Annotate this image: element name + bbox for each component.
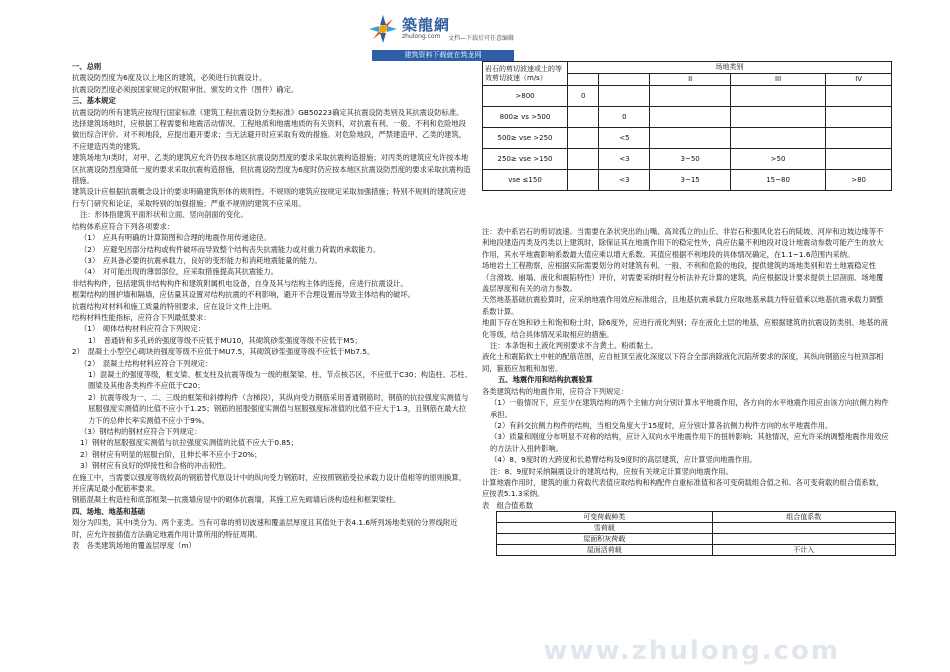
paragraph: 2）钢材应有明显的屈服台阶，且伸长率不应小于20%；	[80, 449, 262, 459]
table-row	[497, 545, 896, 556]
section-heading: 三、基本规定	[72, 96, 116, 106]
site-table-cell: 3~50	[650, 149, 731, 170]
right-column	[482, 226, 890, 556]
paragraph: 抗震结构对材料和施工质量的特别要求，应在设计文件上注明。	[72, 301, 277, 311]
site-table-cell	[826, 86, 892, 107]
paragraph: 抗震设防的所有建筑应按现行国家标准《建筑工程抗震设防分类标准》GB50223确定其抗震设防类别及其抗震设防标准。	[72, 107, 464, 117]
table-row	[483, 170, 892, 191]
paragraph: 1）混凝土的强度等级，框支梁、框支柱及抗震等级为一级的框架梁、柱、节点核芯区，不应低于C30；构造柱、芯柱、圈梁及其他各类构件不应低于C20；	[88, 369, 472, 391]
paragraph: （2） 应避免因部分结构或构件破坏而导致整个结构丧失抗震能力或对重力荷载的承载能力。	[80, 244, 381, 254]
site-table-cell: 15~80	[730, 170, 825, 191]
table-row	[497, 534, 896, 545]
site-table-cell: <5	[599, 128, 650, 149]
logo-banner: 建筑资料下载就在筑龙网	[372, 50, 514, 61]
site-table-cell	[650, 86, 731, 107]
site-table-class: II	[650, 74, 731, 86]
paragraph: 钢筋混凝土构造柱和底部框架—抗震墙房屋中的砌体抗震墙，其施工应先砌墙后浇构造柱和框架梁柱。	[72, 495, 401, 505]
paragraph: （4）8、9度时的大跨度和长悬臂结构及9度时的高层建筑，应计算竖向地震作用。	[490, 455, 757, 465]
site-table-cell: <3	[599, 170, 650, 191]
site-class-table	[482, 61, 892, 191]
combo-table-header: 组合值系数	[712, 512, 895, 523]
site-table-cell: >50	[730, 149, 825, 170]
site-table-class	[599, 74, 650, 86]
paragraph: 注：本条饱和土液化判别要求不含黄土、粉质黏土。	[490, 341, 658, 351]
site-table-cell: 0	[568, 86, 599, 107]
site-table-cell: 3~15	[650, 170, 731, 191]
site-table-cell	[730, 128, 825, 149]
paragraph: 非结构构件，包括建筑非结构构件和建筑附属机电设备，自身及其与结构主体的连接，应进行抗震设计。	[72, 278, 408, 288]
paragraph: 框架结构的围护墙和隔墙，应估量其设置对结构抗震的不利影响，避开不合理设置而导致主体结构的破坏。	[72, 290, 415, 300]
site-table-wave-label: vse ≤150	[483, 170, 568, 191]
paragraph: 2） 混凝土小型空心砌块的强度等级不应低于MU7.5，其砌筑砂浆强度等级不应低于Mb7.5。	[72, 347, 375, 357]
watermark: www.zhulong.com	[543, 636, 840, 666]
paragraph: 天然地基基础抗震验算时，应采纳地震作用效应标准组合，且地基抗震承载力应取地基承载力特征值乘以地基抗震承载力调整系数计算。	[482, 295, 884, 316]
table-row	[483, 149, 892, 170]
paragraph: 地面下存在饱和砂土和饱和粉土时，除6度外，应进行液化判别；存在液化土层的地基，应根据建筑的抗震设防类别、地基的液化等级，结合具体情况采取相应的措施。	[482, 318, 888, 339]
site-table-cell	[568, 170, 599, 191]
logo-url: zhulong.com	[402, 33, 441, 40]
logo-icon	[368, 14, 398, 44]
table-row	[483, 86, 892, 107]
paragraph: 注：表中系岩石的剪切波速。当需要在条状突出的山嘴、高耸孤立的山丘、非岩石和强风化岩石的陡坡、河岸和边坡边缘等不利地段建造丙类及丙类以上建筑时，除保证其在地震作用下的稳定性外，尚应估量不利地段对设计地震动参数可能产生的放大作用，其水平地震影响系数最大值应乘以增大系数。其值应根据不利地段的具体情况确定，在1.1~1.6范围内采纳。	[482, 227, 884, 259]
site-table-cell	[826, 107, 892, 128]
paragraph: 建筑场地为Ⅰ类时，对甲、乙类的建筑应允许仍按本地区抗震设防烈度的要求采取抗震构造措施；对丙类的建筑应允许按本地区抗震设防烈度降低一度的要求采取抗震构造措施，但抗震设防烈度为6度时仍应按本地区抗震设防烈度的要求采取抗震构造措施。	[72, 153, 471, 186]
site-table-head-class: 场地类别	[568, 62, 892, 74]
site-table-cell	[568, 128, 599, 149]
site-table-cell	[730, 86, 825, 107]
paragraph: 表 各类建筑场地的覆盖层厚度（m）	[72, 541, 196, 551]
paragraph: （2） 混凝土结构材料应符合下列规定：	[80, 358, 213, 368]
site-table-cell: 0	[599, 107, 650, 128]
site-table-wave-label: 800≥ vs >500	[483, 107, 568, 128]
paragraph: 2）抗震等级为一、二、三级的框架和斜撑构件（含梯段），其纵向受力钢筋采用普通钢筋时，钢筋的抗拉强度实测值与屈服强度实测值的比值不应小于1.25；钢筋的屈服强度实测值与屈服强度标准值的比值不应大于1.3，且钢筋在最大拉力下的总伸长率实测值不应小于9%。	[88, 392, 469, 425]
paragraph: 抗震设防烈度必须按国家规定的权限审批、颁发的文件（图件）确定。	[72, 84, 299, 94]
combo-table-cell: 屋面积灰荷载	[497, 534, 713, 545]
site-table-cell	[568, 107, 599, 128]
site-table-cell	[826, 128, 892, 149]
paragraph: 3）钢材应有良好的焊接性和合格的冲击韧性。	[80, 461, 231, 471]
site-table-wave-label: >800	[483, 86, 568, 107]
combo-table-cell	[712, 534, 895, 545]
site-table-wave-label: 250≥ vse >150	[483, 149, 568, 170]
combo-table-cell: 不计入	[712, 545, 895, 556]
site-table-cell: <3	[599, 149, 650, 170]
paragraph: 建筑设计应根据抗震概念设计的要求明确建筑形体的规则性。不规则的建筑应按规定采取加强措施；特别不规则的建筑应进行专门研究和论证，采取特别的加强措施；严重不规则的建筑不应采用。	[72, 187, 467, 208]
paragraph: （1） 应具有明确的计算简图和合理的地震作用传递途径。	[80, 233, 271, 243]
combo-table-cell: 屋面活荷载	[497, 545, 713, 556]
paragraph: 注：形体指建筑平面形状和立面、竖向剖面的变化。	[80, 210, 248, 220]
combo-table-cell: 雪荷载	[497, 523, 713, 534]
paragraph: （2）有斜交抗侧力构件的结构，当相交角度大于15度时，应分别计算各抗侧力构件方向的水平地震作用。	[490, 420, 833, 430]
site-table-cell	[650, 107, 731, 128]
combo-table-header: 可变荷载种类	[497, 512, 713, 523]
site-header	[368, 14, 548, 64]
paragraph: 计算地震作用时，建筑的重力荷载代表值应取结构和构配件自重标准值和各可变荷载组合值之和。各可变荷载的组合值系数，应按表5.1.3采纳。	[482, 477, 884, 499]
table-header-row	[497, 512, 896, 523]
paragraph: 选择建筑场地时，应根据工程需要和地震活动情况、工程地质和地震地质的有关资料，对抗震有利、一般、不利和危险地段做出综合评价。对不利地段，应提出避开要求；当无法避开时应采取有效的措施。对危险地段，严禁建造甲、乙类的建筑，不应建造丙类的建筑。	[72, 119, 467, 151]
paragraph: （1）一般情况下，应至少在建筑结构的两个主轴方向分别计算水平地震作用，各方向的水平地震作用应由该方向抗侧力构件承担。	[490, 398, 889, 419]
paragraph: （4） 对可能出现的薄弱部位，应采取措施提高其抗震能力。	[80, 267, 279, 277]
combo-table-cell	[712, 523, 895, 534]
site-table-cell	[650, 128, 731, 149]
table-row	[483, 128, 892, 149]
paragraph: 结构体系应符合下列各项要求：	[72, 221, 175, 231]
site-table-cell	[568, 149, 599, 170]
section-heading: 五、地震作用和结构抗震验算	[498, 375, 593, 385]
paragraph: 液化土和震陷软土中桩的配筋范围，应自桩顶至液化深度以下符合全部消除液化沉陷所要求的深度，其纵向钢筋应与桩顶部相同，箍筋应加粗和加密。	[482, 352, 884, 373]
site-table-cell	[826, 149, 892, 170]
section-heading: 一、总则	[72, 62, 102, 71]
site-table-wave-label: 500≥ vse >250	[483, 128, 568, 149]
site-table-class	[568, 74, 599, 86]
table-row	[483, 107, 892, 128]
paragraph: 划分为四类，其中Ⅰ类分为、两个亚类。当有可靠的剪切波速和覆盖层厚度且其值处于表4.1.6所列场地类别的分界线附近时，应允许按插值方法确定地震作用计算所用的特征周期。	[72, 518, 458, 539]
site-table-cell: >80	[826, 170, 892, 191]
paragraph: 在施工中，当需要以强度等级较高的钢筋替代原设计中的纵向受力钢筋时，应按照钢筋受拉承载力设计值相等的原则换算，并应满足最小配筋率要求。	[72, 472, 467, 494]
paragraph: 场地岩土工程勘察，应根据实际需要划分的对建筑有利、一般、不利和危险的地段，提供建筑的场地类别和岩土地震稳定性（含滑坡、崩塌、液化和震陷特性）评价，对需要采纳时程分析法补充计算的建筑，尚应根据设计要求提供土层剖面、场地覆盖层厚度和有关的动力参数。	[482, 261, 884, 294]
paragraph: （1） 砌体结构材料应符合下列规定：	[80, 324, 206, 334]
paragraph: 各类建筑结构的地震作用，应符合下列规定：	[482, 386, 628, 396]
paragraph: （3） 应具备必要的抗震承载力，良好的变形能力和消耗地震能量的能力。	[80, 255, 322, 265]
site-table-class: IV	[826, 74, 892, 86]
paragraph: 抗震设防烈度为6度及以上地区的建筑，必须进行抗震设计。	[72, 73, 267, 83]
site-table-cell	[599, 86, 650, 107]
paragraph: 结构材料性能指标，应符合下列最低要求：	[72, 312, 211, 322]
logo-name: 築龍網	[402, 16, 451, 34]
paragraph: 1）钢材的屈服强度实测值与抗拉强度实测值的比值不应大于0.85；	[80, 438, 298, 448]
site-table-head-wave: 岩石的剪切波速或土的等效剪切波速（m/s）	[483, 62, 568, 86]
paragraph: 注：8、9度时采纳隔震设计的建筑结构，应按有关规定计算竖向地震作用。	[490, 466, 733, 476]
paragraph: （3）钢结构的钢材应符合下列规定：	[80, 427, 202, 436]
site-table-cell	[730, 107, 825, 128]
paragraph: （3）质量和刚度分布明显不对称的结构，应计入双向水平地震作用下的扭转影响；其他情况，应允许采纳调整地震作用效应的方法计入扭转影响。	[490, 432, 889, 453]
section-heading: 四、场地、地基和基础	[72, 506, 145, 516]
logo-tagline: 文档—下载后可任意编辑	[448, 35, 515, 42]
table-row	[497, 523, 896, 534]
paragraph: 表 组合值系数	[482, 500, 534, 510]
paragraph: 1） 普通砖和多孔砖的强度等级不应低于MU10，其砌筑砂浆强度等级不应低于M5；	[88, 335, 362, 345]
site-table-class: III	[730, 74, 825, 86]
combination-coefficient-table	[496, 511, 896, 556]
left-column	[72, 61, 472, 551]
